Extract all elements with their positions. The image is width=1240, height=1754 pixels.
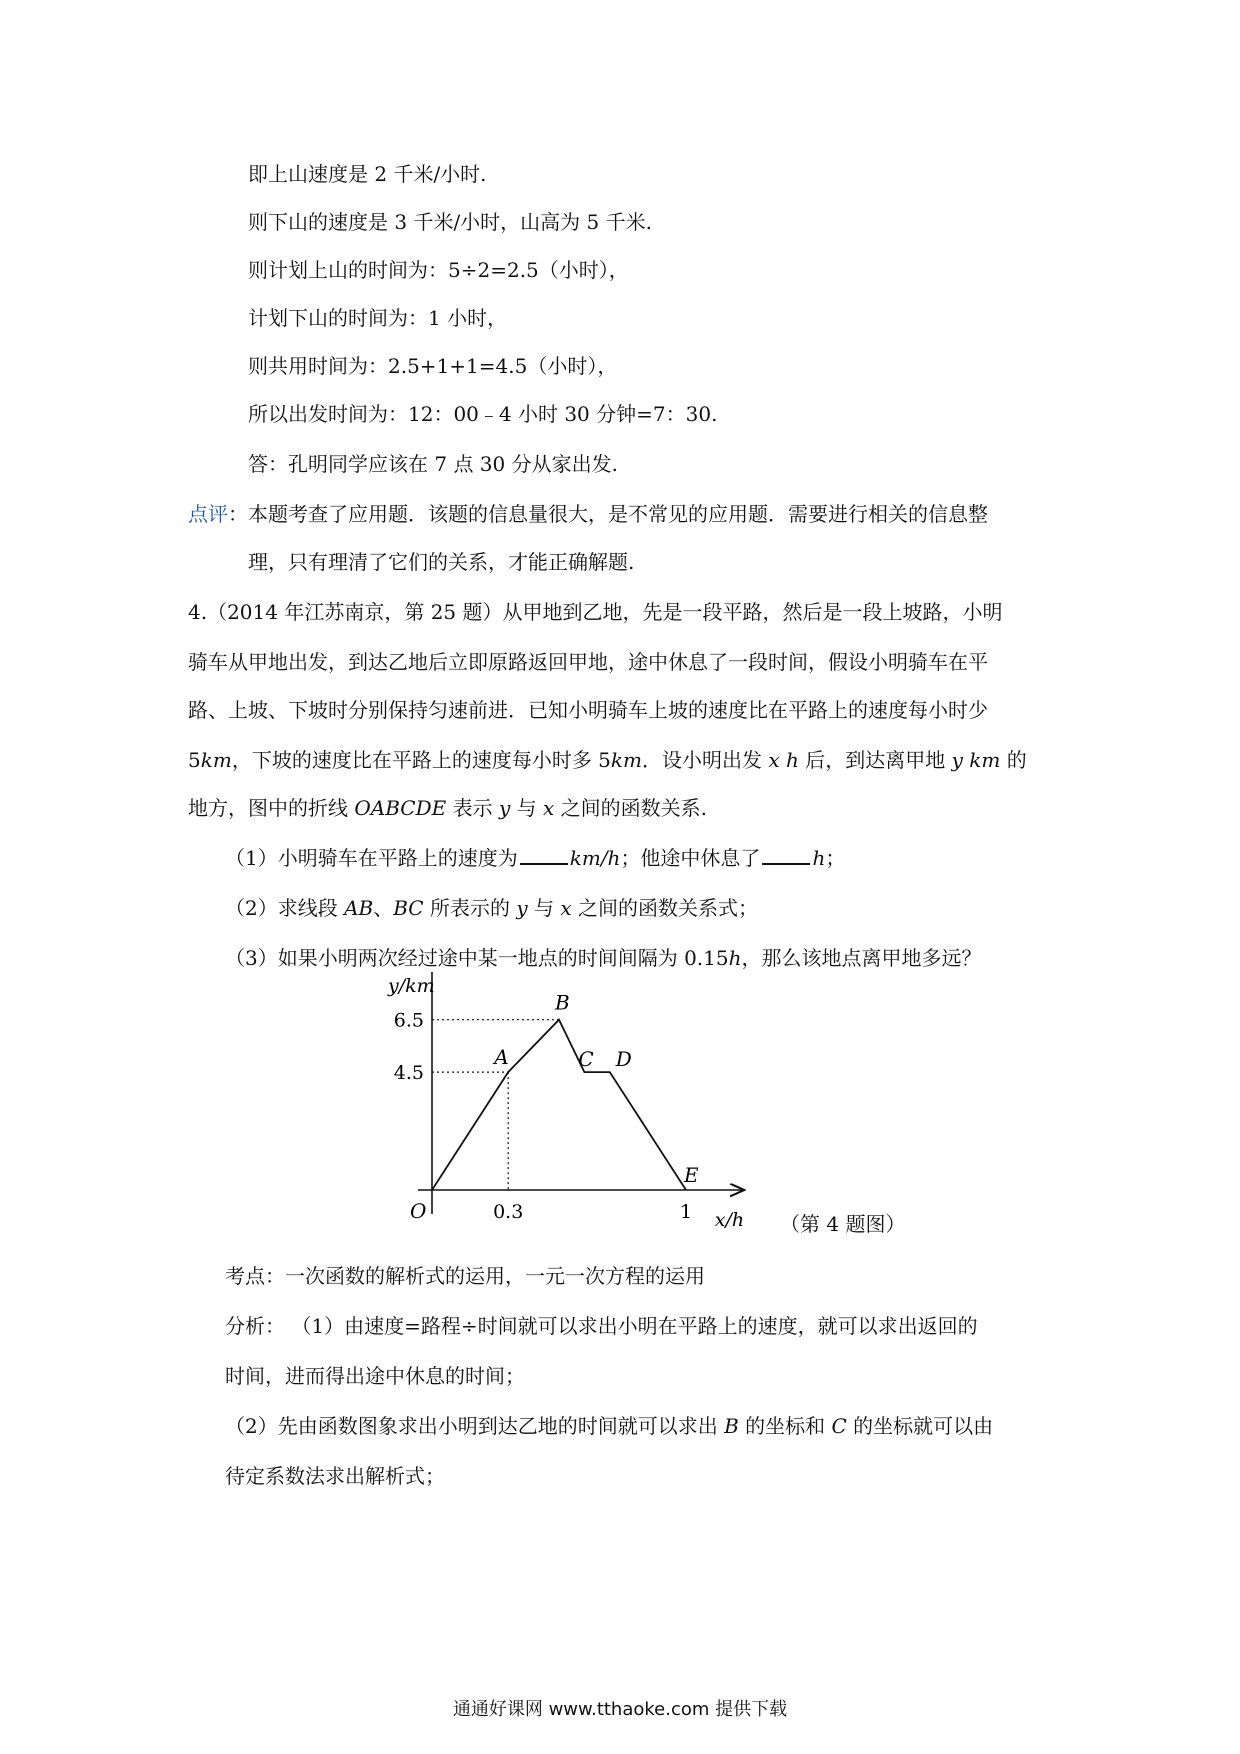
comment-line [188, 500, 988, 528]
point-label-e: E [684, 1163, 699, 1187]
text: （2）先由函数图象求出小明到达乙地的时间就可以求出 [225, 1414, 725, 1438]
y-axis-label: y/km [388, 975, 435, 997]
unit: km [610, 748, 643, 772]
kaodian-line: 考点：一次函数的解析式的运用，一元一次方程的运用 [225, 1264, 705, 1288]
text: 的坐标就可以由 [846, 1414, 994, 1438]
solution-line: 则共用时间为：2.5+1+1=4.5（小时）， [248, 354, 618, 378]
variable: y km [951, 748, 1001, 772]
comment-label: 点评 [188, 502, 228, 526]
analysis-line [225, 1412, 993, 1440]
variable: OABCDE [354, 796, 447, 820]
analysis-line: 分析： （1）由速度=路程÷时间就可以求出小明在平路上的速度，就可以求出返回的 [225, 1314, 978, 1338]
solution-line: 则计划上山的时间为：5÷2=2.5（小时）， [248, 258, 629, 282]
point-label-c: C [578, 1047, 594, 1072]
y-tick-label: 4.5 [393, 1062, 424, 1085]
solution-line: 则下山的速度是 3 千米/小时，山高为 5 千米. [248, 210, 652, 234]
x-tick-label: 1 [679, 1201, 693, 1223]
question-2 [225, 894, 758, 922]
text: ．设小明出发 [642, 748, 769, 772]
comment-line: 理，只有理清了它们的关系，才能正确解题. [248, 550, 635, 574]
figure-caption: （第 4 题图） [780, 1212, 906, 1236]
variable: x [560, 896, 572, 920]
text: ，下坡的速度比在平路上的速度每小时多 5 [231, 748, 611, 772]
problem-line: 4.（2014 年江苏南京，第 25 题）从甲地到乙地，先是一段平路，然后是一段上坡路，小明 [188, 600, 1003, 624]
answer-blank[interactable] [762, 845, 810, 865]
comment-text: ：本题考查了应用题．该题的信息量很大，是不常见的应用题．需要进行相关的信息整 [228, 502, 988, 526]
variable: C [831, 1414, 847, 1438]
variable: B [724, 1414, 739, 1438]
unit: h [728, 946, 742, 970]
text: 5 [188, 748, 201, 772]
text: 地方，图中的折线 [188, 796, 355, 820]
analysis-line: 时间，进而得出途中休息的时间； [225, 1364, 525, 1388]
solution-line: 即上山速度是 2 千米/小时. [248, 162, 487, 186]
text: （2）求线段 [225, 896, 345, 920]
point-label-a: A [494, 1045, 509, 1070]
y-tick-label: 6.5 [393, 1009, 424, 1032]
series-line [432, 1020, 686, 1190]
problem-line [188, 746, 1027, 774]
text: ；他途中休息了 [620, 846, 761, 870]
text: 表示 [446, 796, 499, 820]
variable: y [516, 896, 528, 920]
problem-line [188, 794, 707, 822]
question-1 [225, 844, 845, 872]
problem-line: 骑车从甲地出发，到达乙地后立即原路返回甲地，途中休息了一段时间，假设小明骑车在平 [188, 650, 988, 674]
variable: BC [393, 896, 424, 920]
text: （1）小明骑车在平路上的速度为 [225, 846, 518, 870]
text: 之间的函数关系式； [571, 896, 758, 920]
variable: AB [344, 896, 374, 920]
text: 后，到达离甲地 [798, 748, 952, 772]
x-tick-label: 0.3 [493, 1201, 524, 1223]
unit: h [812, 846, 826, 870]
text: 之间的函数关系. [554, 796, 707, 820]
text: ； [825, 846, 846, 870]
problem-line: 路、上坡、下坡时分别保持匀速前进．已知小明骑车上坡的速度比在平路上的速度每小时少 [188, 698, 988, 722]
text: 、 [373, 896, 394, 920]
page-footer: 通通好课网 www.tthaoke.com 提供下载 [452, 1699, 788, 1720]
text: （3）如果小明两次经过途中某一地点的时间间隔为 0.15 [225, 946, 729, 970]
analysis-line: 待定系数法求出解析式； [225, 1464, 445, 1488]
point-label-d: D [615, 1047, 632, 1072]
text: 与 [527, 896, 561, 920]
solution-line: 计划下山的时间为：1 小时， [248, 306, 508, 330]
text: 的坐标和 [738, 1414, 832, 1438]
solution-line: 所以出发时间为：12：00﹣4 小时 30 分钟=7：30. [248, 402, 718, 426]
unit: km [200, 748, 232, 772]
text: ，那么该地点离甲地多远？ [741, 946, 982, 970]
point-label-b: B [555, 990, 570, 1015]
solution-line: 答：孔明同学应该在 7 点 30 分从家出发. [248, 452, 618, 476]
unit: km/h [569, 846, 621, 870]
text: 与 [510, 796, 543, 820]
function-graph [378, 972, 778, 1234]
variable: x h [768, 748, 799, 772]
variable: x [542, 796, 555, 820]
function-graph-svg [378, 972, 778, 1234]
text: 所表示的 [423, 896, 517, 920]
question-3 [225, 944, 982, 972]
x-axis-label: x/h [714, 1209, 745, 1231]
origin-label: O [410, 1199, 427, 1223]
text: 的 [1000, 748, 1027, 772]
variable: y [498, 796, 511, 820]
answer-blank[interactable] [520, 845, 568, 865]
